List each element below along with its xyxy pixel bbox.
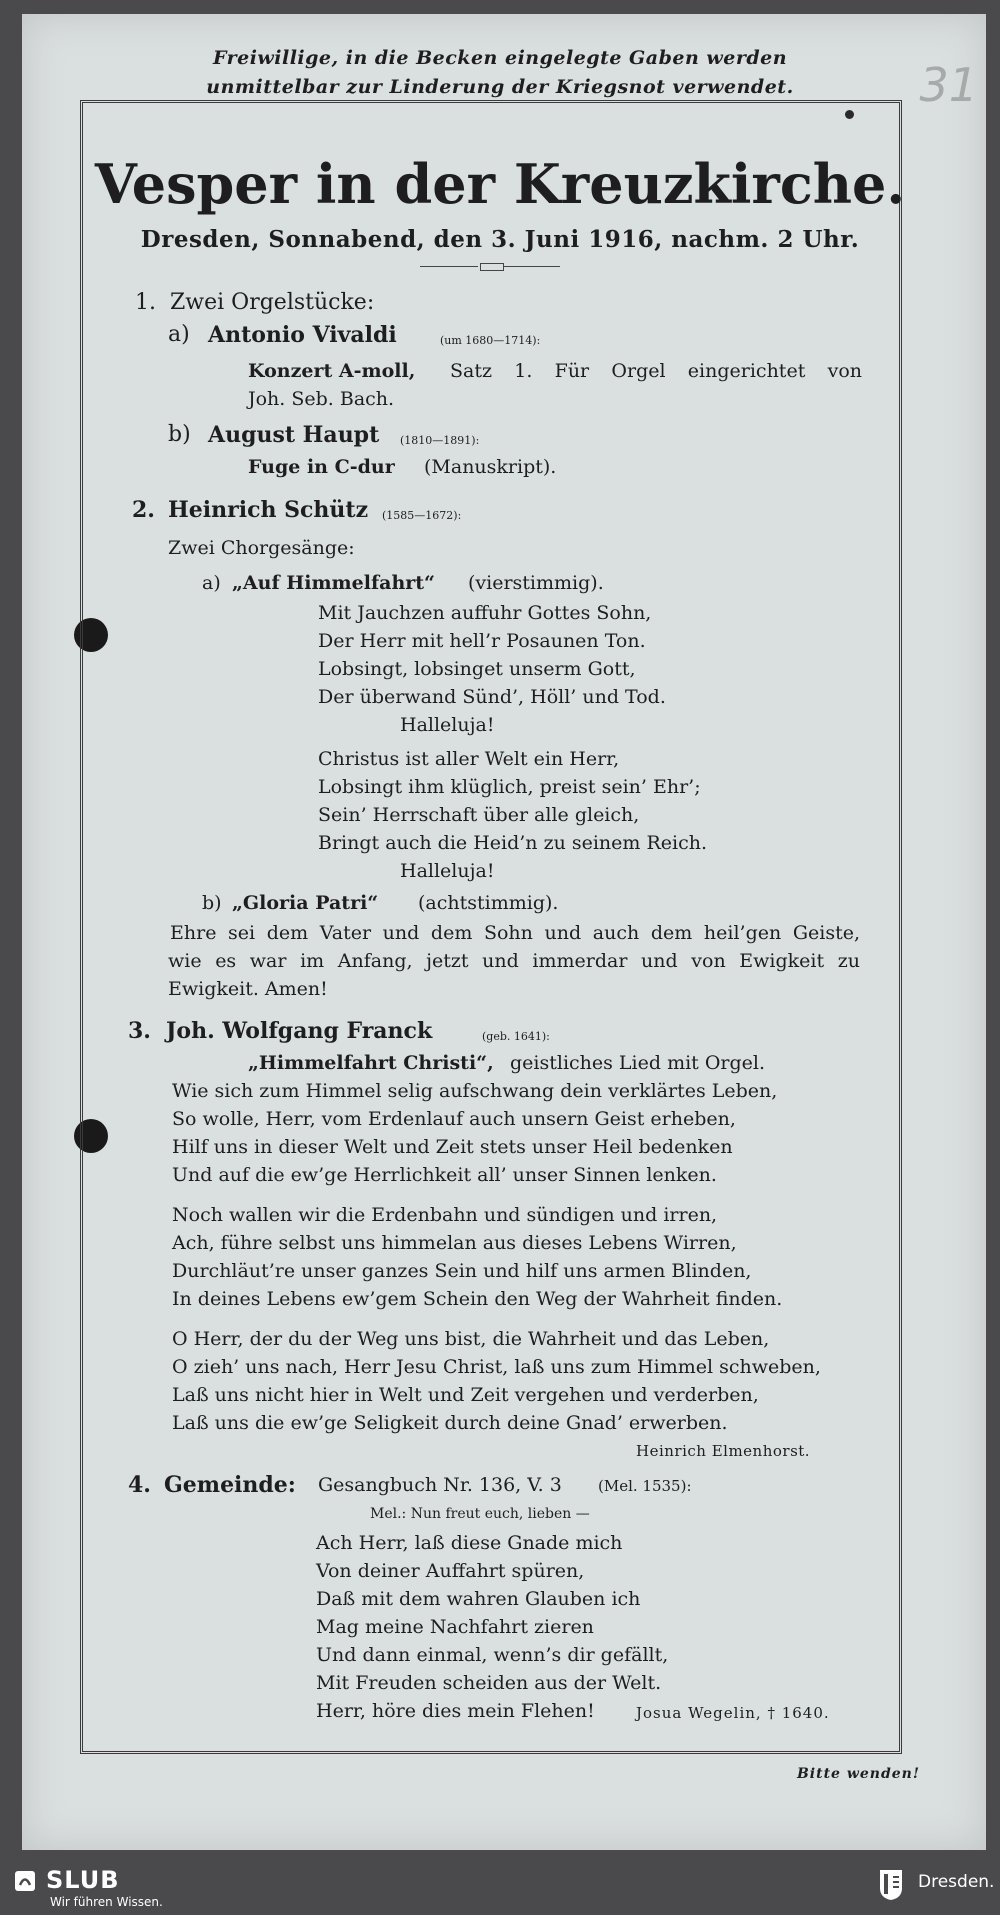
text-line: Ehre sei dem Vater und dem Sohn und auch dem heil’gen Geiste, — [170, 922, 860, 944]
verse-line: Herr, höre dies mein Flehen! — [316, 1700, 595, 1722]
verse-line: Der Herr mit hell’r Posaunen Ton. — [318, 630, 646, 652]
verse-line: Von deiner Auffahrt spüren, — [316, 1560, 585, 1582]
verse-line: Wie sich zum Himmel selig aufschwang dein verklärtes Leben, — [172, 1080, 778, 1102]
turn-page-note: Bitte wenden! — [796, 1766, 920, 1782]
verse-line: Und auf die ew’ge Herrlichkeit all’ unser Sinnen lenken. — [172, 1164, 717, 1186]
verse-line: Durchläut’re unser ganzes Sein und hilf uns armen Blinden, — [172, 1260, 752, 1282]
work-description: Satz 1. Für Orgel eingerichtet von — [450, 360, 862, 382]
lyricist-credit: Josua Wegelin, † 1640. — [636, 1704, 830, 1722]
page-title: Vesper in der Kreuzkirche. — [94, 152, 906, 216]
verse-line: Lobsingt ihm klüglich, preist sein’ Ehr’; — [318, 776, 701, 798]
section-number: 1. — [135, 290, 156, 315]
verse-line: O zieh’ uns nach, Herr Jesu Christ, laß uns zum Himmel schweben, — [172, 1356, 821, 1378]
slub-name[interactable]: SLUB — [46, 1866, 120, 1894]
item-label: a) — [168, 322, 190, 347]
work-title: Fuge in C-dur — [248, 456, 395, 478]
work-description: (Manuskript). — [424, 456, 557, 478]
item-label: b) — [168, 422, 191, 447]
section-subheading: Zwei Chorgesänge: — [168, 537, 355, 559]
text-line: Ewigkeit. Amen! — [168, 978, 328, 1000]
notice-line: Freiwillige, in die Becken eingelegte Gaben werden — [212, 47, 788, 69]
verse-line: Sein’ Herrschaft über alle gleich, — [318, 804, 640, 826]
section-heading: Zwei Orgelstücke: — [170, 290, 375, 315]
slub-logo-icon — [14, 1870, 36, 1892]
text-line: wie es war im Anfang, jetzt und immerdar und von Ewigkeit zu — [168, 950, 860, 972]
dresden-crest-icon — [878, 1868, 904, 1902]
composer-name: Antonio Vivaldi — [208, 322, 397, 348]
work-description: geistliches Lied mit Orgel. — [510, 1052, 766, 1074]
work-title: „Gloria Patri“ — [232, 892, 379, 914]
verse-line: Bringt auch die Heid’n zu seinem Reich. — [318, 832, 708, 854]
verse-line: Hilf uns in dieser Welt und Zeit stets unser Heil bedenken — [172, 1136, 733, 1158]
verse-line: So wolle, Herr, vom Erdenlauf auch unsern Geist erheben, — [172, 1108, 736, 1130]
verse-line: Ach Herr, laß diese Gnade mich — [316, 1532, 623, 1554]
verse-line: Und dann einmal, wenn’s dir gefällt, — [316, 1644, 669, 1666]
verse-line: In deines Lebens ew’gem Schein den Weg der Wahrheit finden. — [172, 1288, 783, 1310]
hallelujah: Halleluja! — [400, 714, 495, 736]
lyricist-credit: Heinrich Elmenhorst. — [636, 1442, 811, 1460]
verse-line: Mag meine Nachfahrt zieren — [316, 1616, 594, 1638]
voice-count: (vierstimmig). — [468, 572, 604, 594]
date-line: Dresden, Sonnabend, den 3. Juni 1916, nachm. 2 Uhr. — [140, 226, 860, 253]
slub-tagline: Wir führen Wissen. — [50, 1895, 163, 1909]
hallelujah: Halleluja! — [400, 860, 495, 882]
dresden-logo-text[interactable]: Dresden. — [918, 1872, 995, 1892]
pencil-page-number: 31 — [919, 58, 978, 112]
verse-line: Mit Jauchzen auffuhr Gottes Sohn, — [318, 602, 652, 624]
verse-line: Noch wallen wir die Erdenbahn und sündigen und irren, — [172, 1204, 718, 1226]
item-label: b) — [202, 892, 222, 914]
verse-line: Laß uns nicht hier in Welt und Zeit vergehen und verderben, — [172, 1384, 759, 1406]
work-title: „Himmelfahrt Christi“, — [248, 1052, 494, 1074]
item-label: a) — [202, 572, 221, 594]
section-number: 2. — [132, 497, 155, 523]
verse-line: Lobsingt, lobsinget unserm Gott, — [318, 658, 636, 680]
composer-dates: (1810—1891): — [400, 434, 480, 447]
verse-line: Mit Freuden scheiden aus der Welt. — [316, 1672, 662, 1694]
divider-ornament — [420, 262, 560, 272]
composer-dates: (um 1680—1714): — [440, 334, 541, 347]
section-number: 3. — [128, 1018, 151, 1044]
composer-name: August Haupt — [208, 422, 380, 448]
voice-count: (achtstimmig). — [418, 892, 559, 914]
work-title: „Auf Himmelfahrt“ — [232, 572, 435, 594]
verse-line: Laß uns die ew’ge Seligkeit durch deine Gnad’ erwerben. — [172, 1412, 728, 1434]
verse-line: O Herr, der du der Weg uns bist, die Wahrheit und das Leben, — [172, 1328, 770, 1350]
verse-line: Ach, führe selbst uns himmelan aus dieses Lebens Wirren, — [172, 1232, 737, 1254]
verse-line: Christus ist aller Welt ein Herr, — [318, 748, 620, 770]
footer-bar — [0, 1862, 1000, 1915]
work-title: Konzert A-moll, — [248, 360, 416, 382]
melody-line: Mel.: Nun freut euch, lieben — — [370, 1506, 590, 1522]
composer-name: Joh. Wolfgang Franck — [166, 1018, 433, 1044]
composer-dates: (geb. 1641): — [482, 1030, 550, 1043]
melody-reference: (Mel. 1535): — [598, 1477, 692, 1495]
notice-line: unmittelbar zur Linderung der Kriegsnot verwendet. — [206, 76, 794, 98]
verse-line: Der überwand Sünd’, Höll’ und Tod. — [318, 686, 666, 708]
verse-line: Daß mit dem wahren Glauben ich — [316, 1588, 641, 1610]
section-heading: Gemeinde: — [164, 1472, 296, 1498]
composer-name: Heinrich Schütz — [168, 497, 369, 523]
work-description: Joh. Seb. Bach. — [248, 388, 395, 410]
donation-notice — [0, 44, 1000, 102]
section-number: 4. — [128, 1472, 151, 1498]
composer-dates: (1585—1672): — [382, 509, 462, 522]
hymn-reference: Gesangbuch Nr. 136, V. 3 — [318, 1474, 562, 1496]
